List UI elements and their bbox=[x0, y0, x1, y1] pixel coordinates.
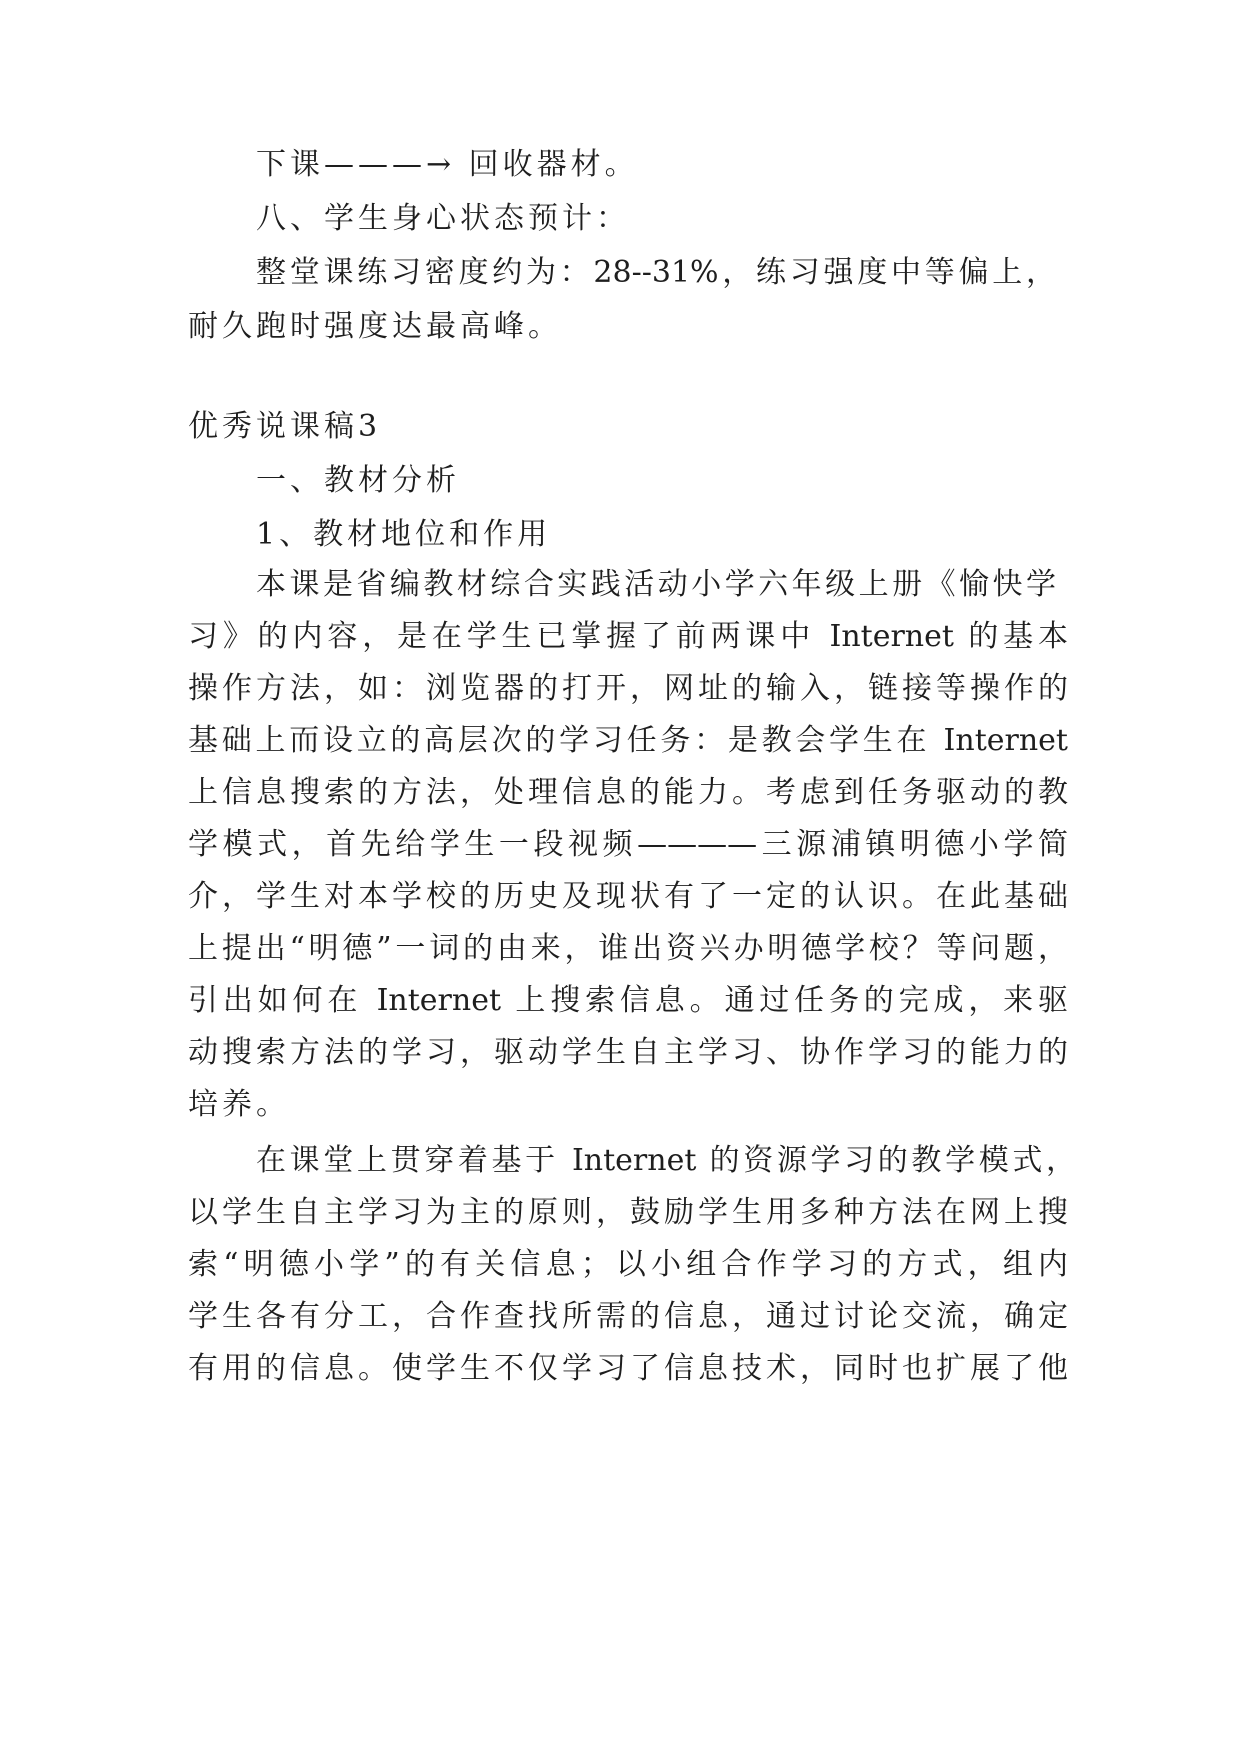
paragraph-line: 基础上而设立的高层次的学习任务：是教会学生在 Internet bbox=[188, 723, 1068, 758]
paragraph-line: 培养。 bbox=[188, 1087, 290, 1122]
paragraph-line: 本课是省编教材综合实践活动小学六年级上册《愉快学 bbox=[256, 567, 1056, 602]
subheading: 1、教材地位和作用 bbox=[256, 517, 552, 552]
paragraph-line: 操作方法，如：浏览器的打开，网址的输入，链接等操作的 bbox=[188, 671, 1068, 706]
text-line: 耐久跑时强度达最高峰。 bbox=[188, 309, 562, 344]
paragraph-line: 在课堂上贯穿着基于 Internet 的资源学习的教学模式， bbox=[256, 1143, 1076, 1178]
paragraph-line: 引出如何在 Internet 上搜索信息。通过任务的完成，来驱 bbox=[188, 983, 1068, 1018]
text-line: 下课———→ 回收器材。 bbox=[256, 147, 639, 182]
paragraph-line: 学生各有分工，合作查找所需的信息，通过讨论交流，确定 bbox=[188, 1299, 1068, 1334]
text-line: 整堂课练习密度约为：28--31%，练习强度中等偏上， bbox=[256, 255, 1056, 290]
paragraph-line: 动搜索方法的学习，驱动学生自主学习、协作学习的能力的 bbox=[188, 1035, 1068, 1070]
section-title: 优秀说课稿3 bbox=[188, 409, 382, 444]
heading: 一、教材分析 bbox=[256, 463, 460, 498]
paragraph-line: 上信息搜索的方法，处理信息的能力。考虑到任务驱动的教 bbox=[188, 775, 1068, 810]
paragraph-line: 上提出“明德”一词的由来，谁出资兴办明德学校？等问题， bbox=[188, 931, 1068, 966]
paragraph-line: 以学生自主学习为主的原则，鼓励学生用多种方法在网上搜 bbox=[188, 1195, 1068, 1230]
paragraph-line: 索“明德小学”的有关信息；以小组合作学习的方式，组内 bbox=[188, 1247, 1068, 1282]
paragraph-line: 介，学生对本学校的历史及现状有了一定的认识。在此基础 bbox=[188, 879, 1068, 914]
paragraph-line: 学模式，首先给学生一段视频————三源浦镇明德小学简 bbox=[188, 827, 1068, 862]
paragraph-line: 有用的信息。使学生不仅学习了信息技术，同时也扩展了他 bbox=[188, 1351, 1068, 1386]
paragraph-line: 习》的内容，是在学生已掌握了前两课中 Internet 的基本 bbox=[188, 619, 1068, 654]
text-line: 八、学生身心状态预计： bbox=[256, 201, 630, 236]
